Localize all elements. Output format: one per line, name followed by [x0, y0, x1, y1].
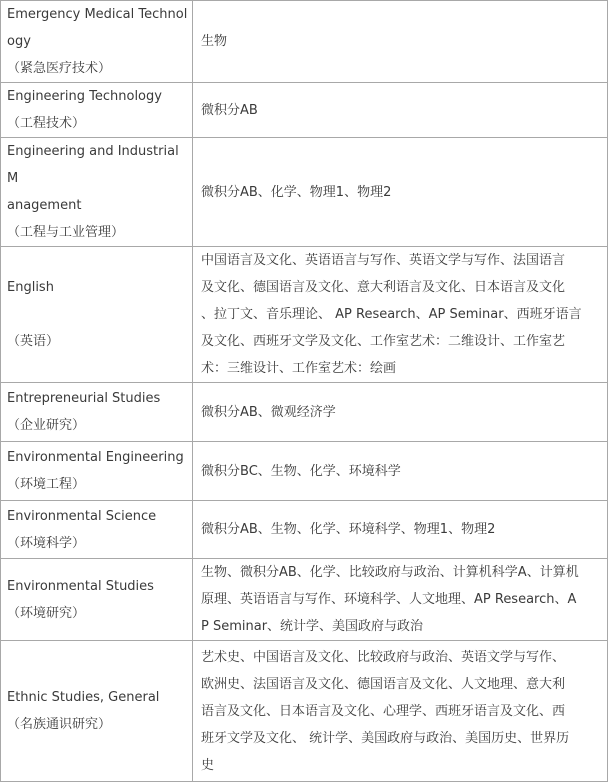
major-cell	[1, 83, 193, 138]
major-name-cn: （工程与工业管理）	[7, 225, 125, 240]
course-line: 生物	[201, 34, 228, 49]
major-name-en: Emergency Medical Technol	[7, 7, 188, 22]
course-line: 术：三维设计、工作室艺术：绘画	[201, 361, 397, 376]
course-line: 班牙文学及文化、 统计学、美国政府与政治、美国历史、世界历	[201, 730, 570, 746]
major-name-cn: （紧急医疗技术）	[7, 61, 112, 76]
major-name-en: English	[7, 280, 54, 295]
spacer	[7, 301, 192, 328]
course-line: 、拉丁文、音乐理论、 AP Research、AP Seminar、西班牙语言	[201, 307, 582, 322]
major-name-en: Engineering and Industrial M	[7, 144, 179, 186]
table-row	[1, 442, 608, 501]
major-name-en: Entrepreneurial Studies	[7, 391, 161, 406]
major-name-cn: （企业研究）	[7, 418, 86, 433]
course-line: 微积分AB	[201, 102, 258, 118]
table-row	[1, 559, 608, 641]
major-name-en: Environmental Engineering	[7, 450, 184, 465]
major-cell	[1, 383, 193, 442]
table-row	[1, 641, 608, 782]
course-line: 语言及文化、日本语言及文化、心理学、西班牙语言及文化、西	[201, 703, 566, 719]
major-cell	[1, 641, 193, 782]
table-row	[1, 83, 608, 138]
course-line: 生物、微积分AB、化学、比较政府与政治、计算机科学A、计算机	[201, 565, 579, 580]
table-row	[1, 383, 608, 442]
major-name-en: Engineering Technology	[7, 89, 162, 104]
major-name-en: Ethnic Studies, General	[7, 690, 160, 705]
course-line: 及文化、德国语言及文化、意大利语言及文化、日本语言及文化	[201, 280, 566, 295]
major-name-en: ogy	[7, 34, 31, 49]
table-row	[1, 247, 608, 383]
table-row	[1, 501, 608, 559]
major-name-cn: （环境工程）	[7, 477, 86, 492]
course-line: 中国语言及文化、英语语言与写作、英语文学与写作、法国语言	[201, 253, 566, 268]
course-line: 欧洲史、法国语言及文化、德国语言及文化、人文地理、意大利	[201, 676, 566, 692]
course-cell	[193, 247, 608, 383]
course-cell	[193, 442, 608, 501]
course-line: 微积分AB、微观经济学	[201, 404, 336, 420]
major-name-cn: （环境科学）	[7, 535, 86, 551]
major-name-cn: （工程技术）	[7, 116, 86, 131]
major-name-en: Environmental Studies	[7, 578, 154, 594]
course-line: P Seminar、统计学、美国政府与政治	[201, 619, 424, 634]
major-name-en: Environmental Science	[7, 508, 157, 524]
major-name-cn: （英语）	[7, 334, 60, 349]
major-cell	[1, 501, 193, 559]
course-cell	[193, 501, 608, 559]
course-cell	[193, 641, 608, 782]
major-cell	[1, 559, 193, 641]
major-name-cn: （名族通识研究）	[7, 717, 112, 732]
course-cell	[193, 1, 608, 83]
course-cell	[193, 559, 608, 641]
table-row	[1, 138, 608, 247]
major-cell	[1, 1, 193, 83]
major-name-cn: （环境研究）	[7, 605, 86, 621]
course-line: 艺术史、中国语言及文化、比较政府与政治、英语文学与写作、	[201, 649, 566, 665]
major-cell	[1, 138, 193, 247]
major-name-en: anagement	[7, 198, 82, 213]
course-line: 及文化、西班牙文学及文化、工作室艺术：二维设计、工作室艺	[201, 334, 566, 349]
course-cell	[193, 138, 608, 247]
major-cell	[1, 247, 193, 383]
course-line: 原理、英语语言与写作、环境科学、人文地理、AP Research、A	[201, 592, 577, 607]
course-line: 微积分AB、化学、物理1、物理2	[201, 184, 392, 200]
course-line: 史	[201, 757, 215, 773]
course-line: 微积分AB、生物、化学、环境科学、物理1、物理2	[201, 522, 496, 537]
course-line: 微积分BC、生物、化学、环境科学	[201, 463, 401, 479]
course-cell	[193, 83, 608, 138]
table-row	[1, 1, 608, 83]
major-cell	[1, 442, 193, 501]
course-cell	[193, 383, 608, 442]
